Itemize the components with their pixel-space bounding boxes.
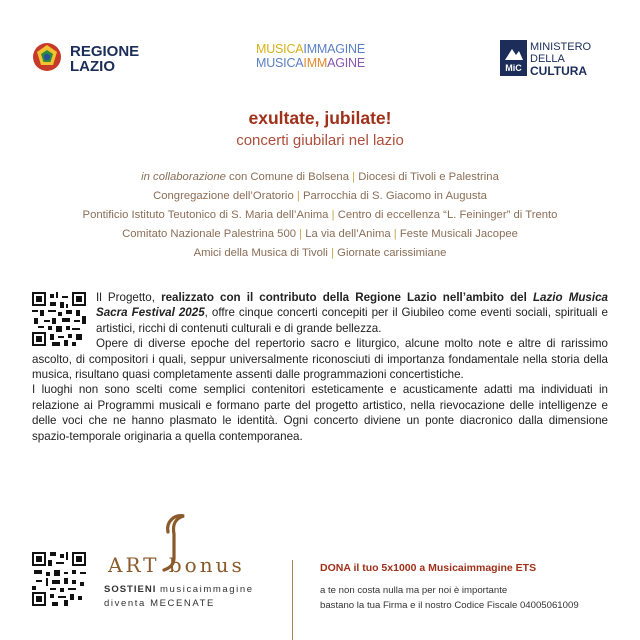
ministero-cultura-logo (500, 40, 592, 80)
mic-emblem-icon (500, 40, 527, 76)
sostieni-mecenate: SOSTIENI musicaimmagine diventa MECENATE (104, 584, 254, 609)
dona-5x1000: DONA il tuo 5x1000 a Musicaimmagine ETS (320, 562, 537, 574)
collab-line-4: Comitato Nazionale Palestrina 500 | La via dell’Anima | Feste Musicali Jacopee (122, 228, 518, 240)
collab-line-5: Amici della Musica di Tivoli | Giornate carissimiane (193, 247, 447, 259)
page-subtitle: concerti giubilari nel lazio (236, 132, 404, 149)
mic-badge-text: MiC (505, 63, 522, 73)
footer-divider (292, 560, 293, 640)
collab-line-3: Pontificio Istituto Teutonico di S. Maria dell’Anima | Centro di eccellenza “L. Feininger” di Trento (82, 209, 558, 221)
ministero-wordmark: MINISTERO DELLA CULTURA (530, 41, 592, 78)
paragraph-3: I luoghi non sono scelti come semplici contenitori esteticamente e acusticamente adatti ma individuati in relazione ai Programmi musicali e formano parte del progetto artistico, nella rievocazione delle intelligenze e delle voci che ne hanno plasmato le identità. Ogni concerto diviene un ponte diacronico dalla dimensione spazio-temporale originaria a quella contemporanea. (32, 383, 608, 443)
qr-code-bottom-icon (32, 552, 86, 606)
art-bonus-wordmark: ART bonus (108, 553, 245, 577)
page-title: exultate, jubilate! (248, 108, 392, 128)
paragraph-2: Opere di diverse epoche del repertorio sacro e liturgico, alcune molto note e altre di rarissimo ascolto, di compositori i quali, seppur universalmente riconosciuti di importanza fondamentale nella storia della musica, risultano quasi completamente assenti dalle programmazioni concertistiche. (32, 337, 609, 382)
collaborations-list (20, 168, 620, 263)
codice-fiscale-note: a te non costa nulla ma per noi è importante bastano la tua Firma e il nostro Codice Fiscale 04005061009 (320, 585, 579, 611)
project-description (32, 290, 609, 444)
musicaimmagine-logo: MUSICAIMMAGINE MUSICAIMMAGINE (256, 42, 366, 70)
regione-lazio-logo (32, 42, 140, 76)
regione-lazio-wordmark: REGIONE LAZIO (70, 43, 140, 75)
collab-line-2: Congregazione dell’Oratorio | Parrocchia di S. Giacomo in Augusta (153, 190, 487, 202)
collab-line-1: in collaborazione con Comune di Bolsena | Diocesi di Tivoli e Palestrina (141, 171, 499, 183)
regione-lazio-emblem-icon (32, 42, 62, 72)
paragraph-1: Il Progetto, realizzato con il contributo della Regione Lazio nell’ambito del Lazio Musica Sacra Festival 2025, offre cinque concerti concepiti per il Giubileo come eventi sociali, spirituali e artistici, ricchi di contenuti culturali e di grande bellezza. (96, 291, 608, 335)
art-bonus-logo (104, 512, 274, 584)
